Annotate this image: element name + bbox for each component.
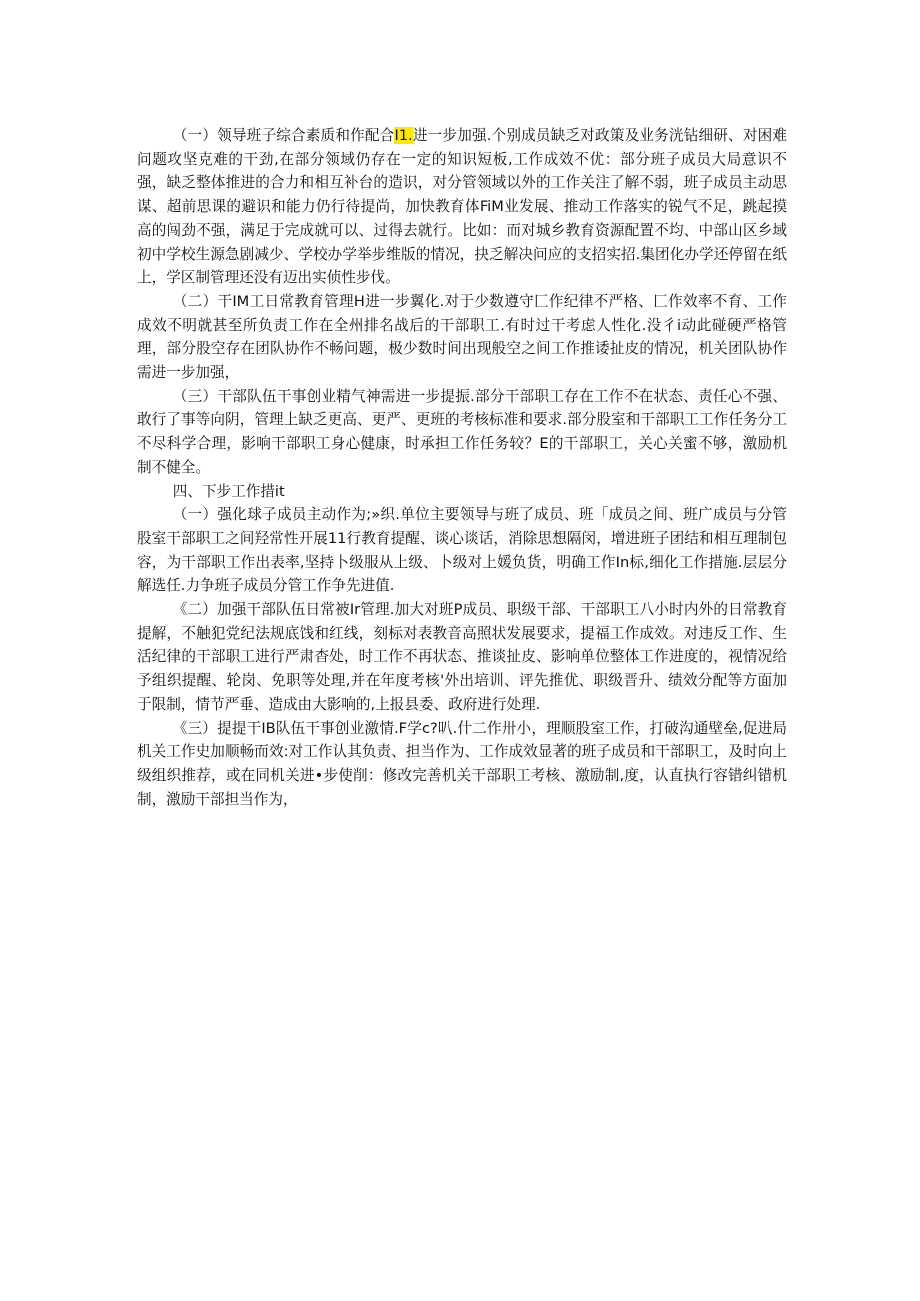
paragraph-text: （一）领导班子综合素质和作配合 xyxy=(172,127,395,144)
section-heading: 四、下步工作措it xyxy=(172,482,285,500)
highlighted-text: I1. xyxy=(394,127,413,144)
document-body xyxy=(137,124,787,811)
paragraph-management: （二）干IM工日常教育管理H进一步翼化.对于少数遵守匚作纪律不严格、匚作效率不育、工作成效不明就甚至所负责工作在全州排名战后的干部职工.有时过干考虑人性化.没彳i动此碰硬严格管理，部分股空存在团队协作不畅问题，极少数时间出现般空之间工作推诿扯皮的情况，机关团队协作需进一步加强， xyxy=(137,292,787,382)
paragraph-measure-2: 《二）加强干部队伍日常被Ir管理.加大对班P成员、职级干部、干部职工八小时内外的日常教育提解，不触犯党纪法规底饯和红线，刻标对表教音高照状发展要求，提福工作成效。对违反工作、生活纪律的干部职工进行严肃杳处，时工作不再状态、推谈扯皮、影响单位整体工作进度的，视情况给予组织提醒、轮岗、免职等处理,并在年度考核'外出培训、评先推优、职级晋升、绩效分配等方面加于限制，情节严垂、造成由大影响的,上报县委、政府进行处理. xyxy=(137,601,787,713)
paragraph-team-spirit: （三）干部队伍干事创业精气神需进一步提振.部分干部职工存在工作不在状态、责任心不强、敢行了事等向阴，管理上缺乏更高、更严、更班的考核标准和要求.部分股室和干部职工工作任务分工不尽科学合理，影响干部职工身心健康，时承担工作任务较？E的干部职工，关心关蜜不够，激励机制不健全。 xyxy=(137,387,787,476)
paragraph-leadership xyxy=(137,124,787,290)
paragraph-measure-3: 《三）提提干IB队伍干事创业激情.F学c?叭.什二作卅小，理顺股室工作，打破沟通壁垒,促进局机关工作史加顺畅而效:对工作认其负责、担当作为、工作成效显著的班子成员和干部职工，及时向上级组织推荐，或在同机关进•步使削：修改完善机关干部职工考核、激励制,度，认直执行容错纠错机制，激励干部担当作为， xyxy=(137,719,787,808)
paragraph-measure-1: （一）强化球子成员主动作为;»织.单位主要领导与班了成员、班「成员之间、班广成员与分管股室干部职工之间羟常性开展11行教育提醒、谈心谈话，消除思想隔闵，增进班子团结和相互理制包容，为干部职工作出表率,坚持卜级服从上级、卜级对上媛负货，明确工作In标,细化工作措施.层层分解选任.力争班子成员分管工作争先进值. xyxy=(137,506,787,595)
paragraph-text: 进一步加强.个别成员缺乏对政策及业务洸钻细研、对困难问题攻坚克难的干劲,在部分领域仍存在一定的知识短板,工作成效不优：部分班子成员大局意识不强，缺乏整体推进的合力和相互补台的造识，对分管领域以外的工作关注了解不弱，班子成员主动思谋、超前思课的避识和能力仍行待提尚，加快教育体FiM业发展、推动工作落实的锐气不足，跳起摸高的闯劲不强，满足于完成就可以、过得去就行。比如：而对城乡教育资源配置不均、中部山区乡域初中学校生源急剧减少、学校办学举步维版的情况，抉乏解决问应的支招实招.集团化办学还停留在纸上，学区制管理还没有迈出实侦性步伐。 xyxy=(137,127,787,287)
